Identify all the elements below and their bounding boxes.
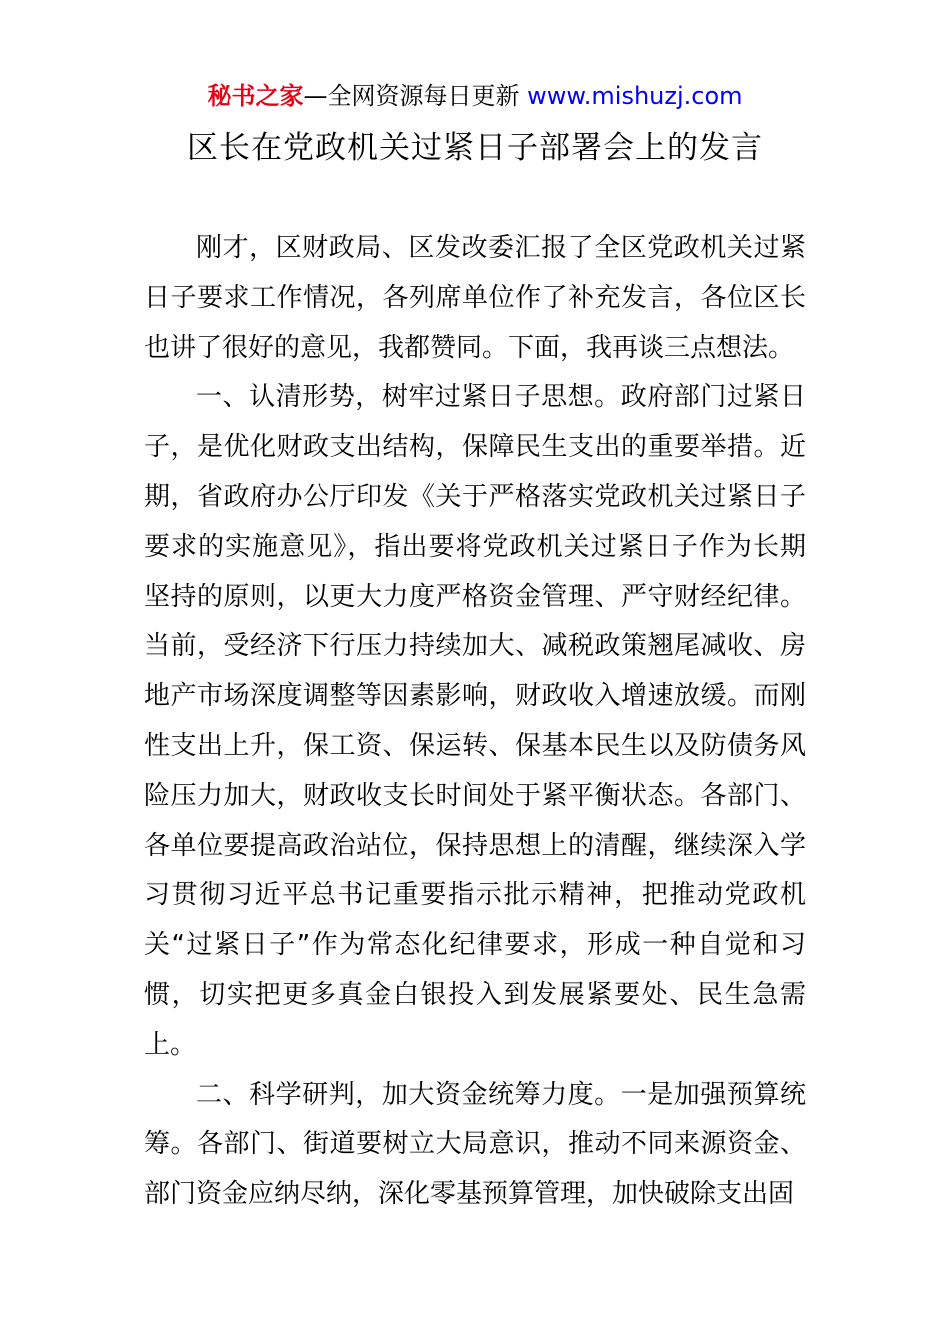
document-title: 区长在党政机关过紧日子部署会上的发言 — [187, 130, 763, 166]
paragraph-intro: 刚才，区财政局、区发改委汇报了全区党政机关过紧日子要求工作情况，各列席单位作了补充发言，各位区长也讲了很好的意见，我都赞同。下面，我再谈三点想法。 — [144, 233, 806, 363]
document-body — [144, 224, 806, 1220]
paragraph-section-one: 一、认清形势，树牢过紧日子思想。政府部门过紧日子，是优化财政支出结构，保障民生支出的重要举措。近期，省政府办公厅印发《关于严格落实党政机关过紧日子要求的实施意见》，指出要将党政机关过紧日子作为长期坚持的原则，以更大力度严格资金管理、严守财经纪律。当前，受经济下行压力持续加大、减税政策翘尾减收、房地产市场深度调整等因素影响，财政收入增速放缓。而刚性支出上升，保工资、保运转、保基本民生以及防债务风险压力加大，财政收支长时间处于紧平衡状态。各部门、各单位要提高政治站位，保持思想上的清醒，继续深入学习贯彻习近平总书记重要指示批示精神，把推动党政机关“过紧日子”作为常态化纪律要求，形成一种自觉和习惯，切实把更多真金白银投入到发展紧要处、民生急需上。 — [144, 382, 806, 1060]
site-tagline: —全网资源每日更新 — [303, 82, 520, 110]
paragraph-section-two: 二、科学研判，加大资金统筹力度。一是加强预算统筹。各部门、街道要树立大局意识，推动不同来源资金、部门资金应纳尽纳，深化零基预算管理，加快破除支出固 — [144, 1079, 806, 1210]
site-brand: 秘书之家 — [207, 82, 304, 110]
site-url-link[interactable]: www.mishuzj.com — [527, 82, 743, 110]
site-header — [0, 78, 950, 114]
